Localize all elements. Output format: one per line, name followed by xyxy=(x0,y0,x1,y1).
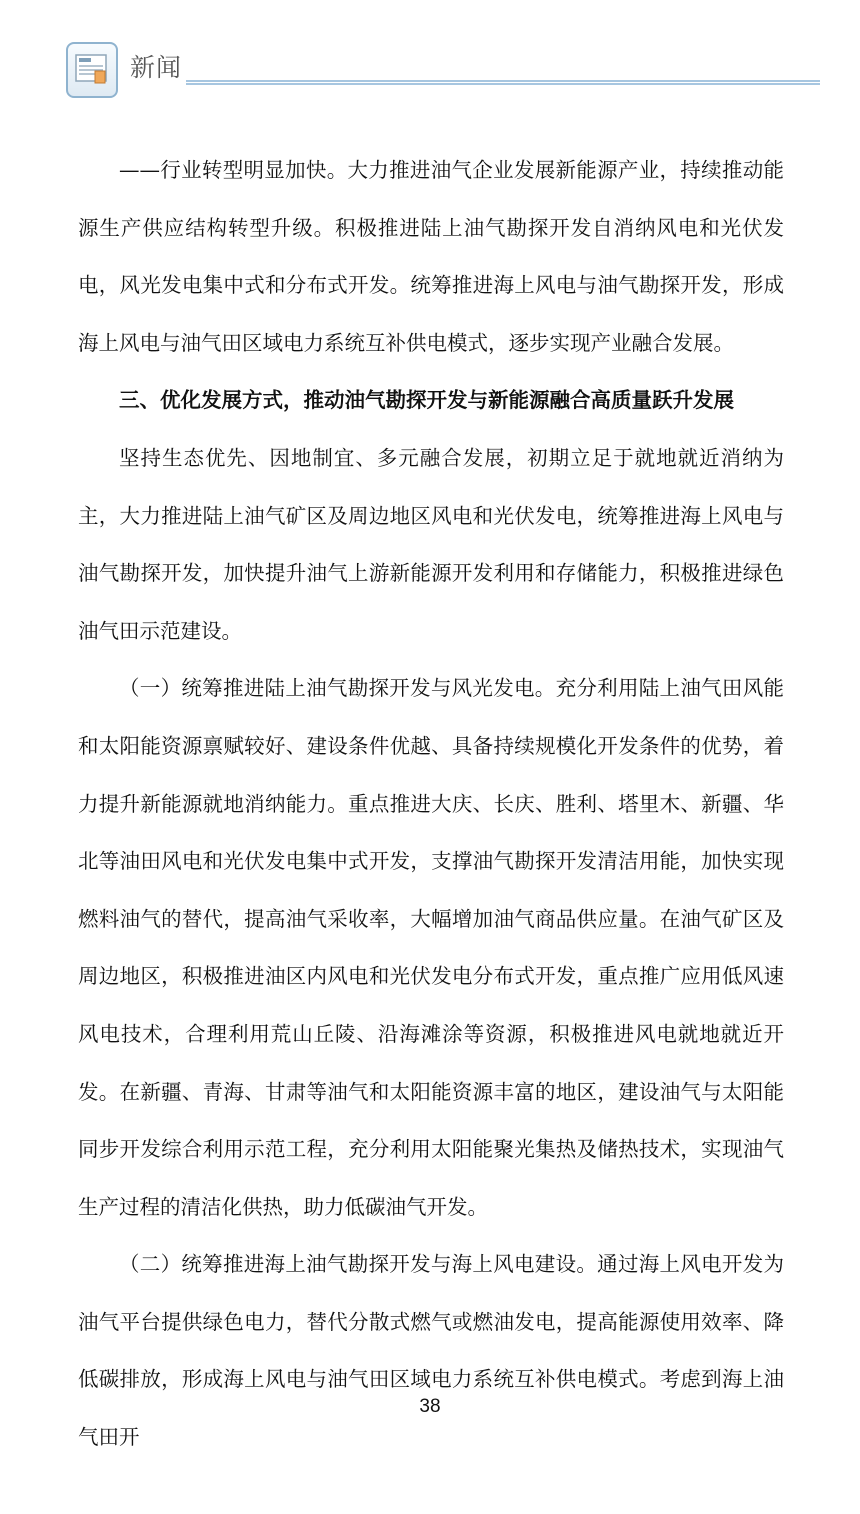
paragraph-onshore-wind-solar: （一）统筹推进陆上油气勘探开发与风光发电。充分利用陆上油气田风能和太阳能资源禀赋较好、建设条件优越、具备持续规模化开发条件的优势，着力提升新能源就地消纳能力。重点推进大庆、长庆、胜利、塔里木、新疆、华北等油田风电和光伏发电集中式开发，支撑油气勘探开发清洁用能，加快实现燃料油气的替代，提高油气采收率，大幅增加油气商品供应量。在油气矿区及周边地区，积极推进油区内风电和光伏发电分布式开发，重点推广应用低风速风电技术，合理利用荒山丘陵、沿海滩涂等资源，积极推进风电就地就近开发。在新疆、青海、甘肃等油气和太阳能资源丰富的地区，建设油气与太阳能同步开发综合利用示范工程，充分利用太阳能聚光集热及储热技术，实现油气生产过程的清洁化供热，助力低碳油气开发。 xyxy=(78,676,784,1219)
article-body xyxy=(78,142,784,1467)
section-heading-three: 三、优化发展方式，推动油气勘探开发与新能源融合高质量跃升发展 xyxy=(119,388,734,413)
paragraph-offshore-wind: （二）统筹推进海上油气勘探开发与海上风电建设。通过海上风电开发为油气平台提供绿色电力，替代分散式燃气或燃油发电，提高能源使用效率、降低碳排放，形成海上风电与油气田区域电力系统互补供电模式。考虑到海上油气田开 xyxy=(78,1252,784,1450)
section-title: 新闻 xyxy=(130,53,183,82)
page-header xyxy=(66,40,820,104)
page-number: 38 xyxy=(419,1396,441,1417)
paragraph-industry-transformation: ——行业转型明显加快。大力推进油气企业发展新能源产业，持续推动能源生产供应结构转型升级。积极推进陆上油气勘探开发自消纳风电和光伏发电，风光发电集中式和分布式开发。统筹推进海上风电与油气勘探开发，形成海上风电与油气田区域电力系统互补供电模式，逐步实现产业融合发展。 xyxy=(78,158,784,355)
newspaper-icon xyxy=(66,42,118,98)
paragraph-principles: 坚持生态优先、因地制宜、多元融合发展，初期立足于就地就近消纳为主，大力推进陆上油气矿区及周边地区风电和光伏发电，统筹推进海上风电与油气勘探开发，加快提升油气上游新能源开发利用和存储能力，积极推进绿色油气田示范建设。 xyxy=(78,445,784,643)
header-divider xyxy=(186,80,820,85)
